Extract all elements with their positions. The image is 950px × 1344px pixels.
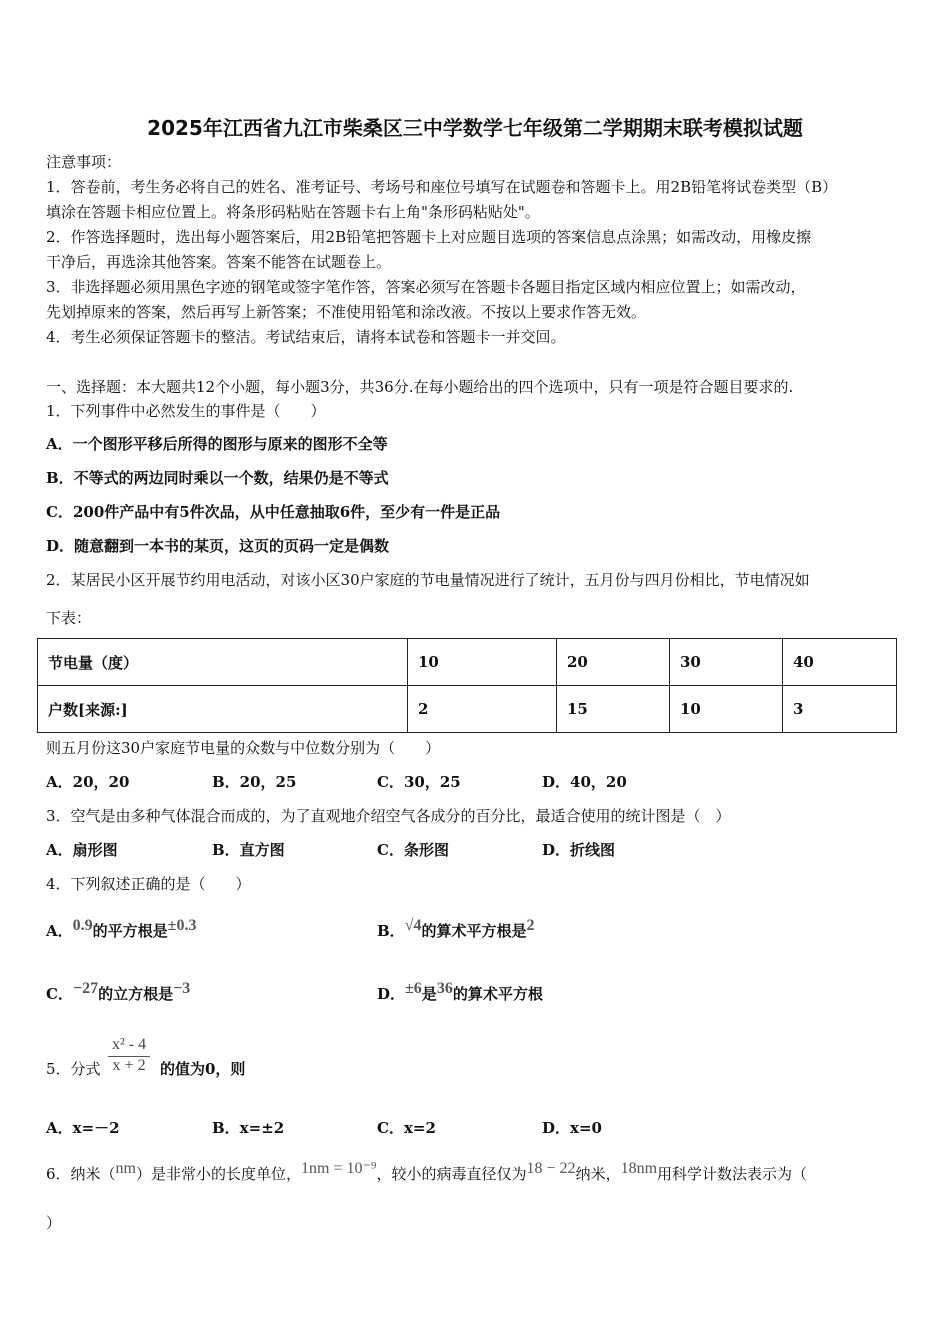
option-text: 的立方根是 — [98, 985, 174, 1003]
q2-option: C．30，25 — [377, 773, 461, 791]
table-cell: 户数[来源:] — [38, 686, 408, 733]
q4-option-a — [46, 917, 197, 942]
math: −3 — [173, 980, 191, 997]
math: 2 — [526, 917, 535, 934]
note-line: 填涂在答题卡相应位置上。将条形码粘贴在答题卡右上角"条形码粘贴处"。 — [46, 203, 540, 221]
math: ±0.3 — [167, 917, 197, 934]
table-cell: 40 — [783, 639, 897, 686]
option-label: C． — [46, 985, 73, 1003]
note-line: 干净后，再选涂其他答案。答案不能答在试题卷上。 — [46, 253, 392, 271]
text: 纳米， — [575, 1165, 621, 1183]
table-cell: 2 — [408, 686, 557, 733]
option-text: 的平方根是 — [92, 922, 168, 940]
q5-option: A．x=－2 — [46, 1119, 120, 1137]
table-cell: 20 — [557, 639, 670, 686]
math: 36 — [436, 980, 453, 997]
notes-heading: 注意事项： — [46, 153, 122, 171]
q2-option: B．20，25 — [212, 773, 297, 791]
option-label: B． — [377, 922, 405, 940]
q1-option: C．200件产品中有5件次品，从中任意抽取6件，至少有一件是正品 — [46, 503, 501, 521]
q4-option-d — [377, 980, 543, 1005]
fraction — [108, 1036, 150, 1075]
q2-option: A．20，20 — [46, 773, 130, 791]
page-title: 2025年江西省九江市柴桑区三中学数学七年级第二学期期末联考模拟试题 — [147, 116, 803, 140]
math: ±6 — [405, 980, 422, 997]
note-line: 3．非选择题必须用黑色字迹的钢笔或签字笔作答，答案必须写在答题卡各题目指定区域内相应位置上；如需改动， — [46, 278, 806, 296]
section-heading: 一、选择题：本大题共12个小题，每小题3分，共36分.在每小题给出的四个选项中，只有一项是符合题目要求的. — [46, 378, 794, 396]
text: 6．纳米（ — [46, 1165, 116, 1183]
q1-option: D．随意翻到一本书的某页，这页的页码一定是偶数 — [46, 537, 390, 555]
table-cell: 15 — [557, 686, 670, 733]
math: 18nm — [620, 1160, 658, 1177]
q3-option: D．折线图 — [542, 841, 616, 859]
option-label: D． — [377, 985, 406, 1003]
text: ，较小的病毒直径仅为 — [376, 1165, 527, 1183]
table-cell: 10 — [670, 686, 783, 733]
math: 0.9 — [72, 917, 93, 934]
text: 用科学计数法表示为（ — [657, 1165, 808, 1183]
math: nm — [115, 1160, 136, 1177]
q6-close: ） — [46, 1214, 62, 1232]
q4-stem: 4．下列叙述正确的是（ ） — [46, 875, 251, 893]
note-line: 1．答卷前，考生务必将自己的姓名、准考证号、考场号和座位号填写在试题卷和答题卡上。用2B铅笔将试卷类型（B） — [46, 178, 838, 196]
math: −27 — [72, 980, 99, 997]
option-text: 的算术平方根 — [452, 985, 543, 1003]
q5-option: B．x=±2 — [212, 1119, 285, 1137]
q1-option: A．一个图形平移后所得的图形与原来的图形不全等 — [46, 435, 388, 453]
option-text: 的算术平方根是 — [421, 922, 527, 940]
q5-option: C．x=2 — [377, 1119, 436, 1137]
q3-option: B．直方图 — [212, 841, 285, 859]
q6-stem — [46, 1160, 808, 1185]
q2-option: D．40，20 — [542, 773, 627, 791]
table-cell: 10 — [408, 639, 557, 686]
text: ）是非常小的长度单位， — [136, 1165, 302, 1183]
numerator: x² - 4 — [108, 1036, 150, 1057]
q3-stem: 3．空气是由多种气体混合而成的，为了直观地介绍空气各成分的百分比，最适合使用的统计图是（ ） — [46, 807, 731, 825]
option-text: 是 — [421, 985, 437, 1003]
q2-stem: 下表： — [46, 609, 92, 627]
note-line: 先划掉原来的答案，然后再写上新答案；不准使用铅笔和涂改液。不按以上要求作答无效。 — [46, 303, 647, 321]
table-row — [38, 639, 897, 686]
table-row — [38, 686, 897, 733]
q4-option-c — [46, 980, 191, 1005]
q1-stem: 1．下列事件中必然发生的事件是（ ） — [46, 402, 326, 420]
note-line: 4．考生必须保证答题卡的整洁。考试结束后，请将本试卷和答题卡一并交回。 — [46, 328, 566, 346]
data-table — [37, 638, 897, 733]
math: 18 − 22 — [526, 1160, 576, 1177]
q3-option: A．扇形图 — [46, 841, 118, 859]
q5-suffix: 的值为0，则 — [160, 1060, 246, 1078]
table-cell: 30 — [670, 639, 783, 686]
q2-stem: 2．某居民小区开展节约用电活动，对该小区30户家庭的节电量情况进行了统计，五月份与四月份相比，节电情况如 — [46, 571, 810, 589]
q1-option: B．不等式的两边同时乘以一个数，结果仍是不等式 — [46, 469, 389, 487]
q5-prefix: 5．分式 — [46, 1060, 101, 1078]
q4-option-b — [377, 917, 535, 942]
table-cell: 3 — [783, 686, 897, 733]
option-label: A． — [46, 922, 73, 940]
note-line: 2．作答选择题时，选出每小题答案后，用2B铅笔把答题卡上对应题目选项的答案信息点涂黑；如需改动，用橡皮擦 — [46, 228, 812, 246]
table-cell: 节电量（度） — [38, 639, 408, 686]
denominator: x + 2 — [112, 1057, 146, 1074]
math: 1nm = 10⁻⁹ — [301, 1160, 377, 1177]
q2-question: 则五月份这30户家庭节电量的众数与中位数分别为（ ） — [46, 739, 441, 757]
q3-option: C．条形图 — [377, 841, 449, 859]
math: √4 — [404, 917, 422, 934]
q5-option: D．x=0 — [542, 1119, 602, 1137]
